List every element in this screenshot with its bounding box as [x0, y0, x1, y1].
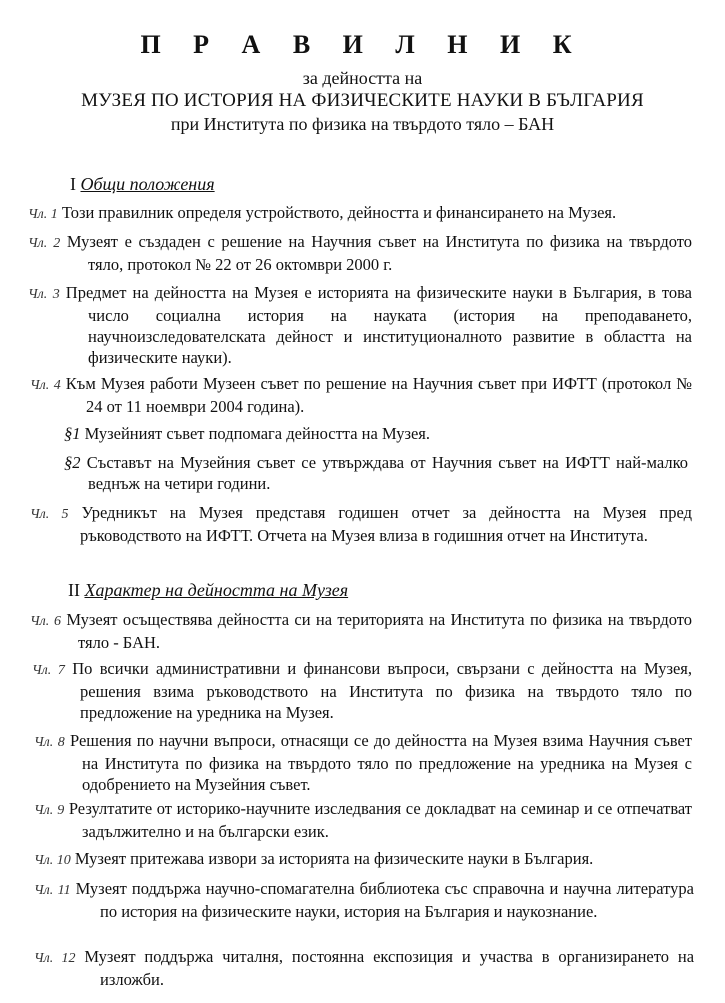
article-number: Чл. 5 — [30, 507, 69, 522]
paragraph-text: Съставът на Музейния съвет се утвърждава от Научния съвет на ИФТТ най-малко веднъж на четири години. — [86, 453, 688, 493]
document-title: П Р А В И Л Н И К — [140, 30, 585, 59]
article-number: Чл. 11 — [34, 883, 71, 898]
article-text: Предмет на дейността на Музея е историята на физическите науки в България, в това число социална история на науката (история на преподаването, научноизследователската дейност и институционалното развитие в областта на физическите науки). — [65, 283, 693, 367]
article-text: Уредникът на Музея представя годишен отчет за дейността на Музея пред ръководството на ИФТТ. Отчета на Музея влиза в годишния отчет на Института. — [80, 503, 693, 545]
section-heading-2 — [68, 580, 348, 601]
document-subtitle-2: МУЗЕЯ ПО ИСТОРИЯ НА ФИЗИЧЕСКИТЕ НАУКИ В БЪЛГАРИЯ — [81, 90, 644, 111]
article-text: Към Музея работи Музеен съвет по решение на Научния съвет при ИФТТ (протокол № 24 от 11 ноември 2004 година). — [65, 374, 693, 416]
article-number: Чл. 12 — [34, 951, 76, 966]
document-subtitle-3: при Института по физика на твърдото тяло – БАН — [170, 114, 555, 134]
article-7 — [32, 658, 692, 723]
article-12 — [34, 946, 694, 990]
article-1 — [28, 202, 688, 225]
article-text: Решения по научни въпроси, отнасящи се до дейността на Музея взима Научния съвет на Института по физика на твърдото тяло по предложение на уредника на Музея с одобрението на Музейния съвет. — [70, 731, 693, 794]
article-text: Резултатите от историко-научните изследвания се докладват на семинар и се отпечатват задължително и на български език. — [68, 799, 693, 841]
article-11 — [34, 878, 694, 922]
article-number: Чл. 6 — [30, 614, 61, 629]
article-8 — [34, 730, 692, 795]
paragraph-text: Музейният съвет подпомага дейността на Музея. — [84, 424, 431, 443]
article-number: Чл. 7 — [32, 663, 65, 678]
article-text: Музеят осъществява дейността си на територията на Института по физика на твърдото тяло - БАН. — [66, 610, 693, 652]
article-number: Чл. 3 — [28, 287, 60, 302]
article-text: Музеят поддържа научно-спомагателна библиотека със справочна и научна литература по история на физическите науки, история на България и наукознание. — [75, 879, 694, 921]
article-text: По всички административни и финансови въпроси, свързани с дейността на Музея, решения взима ръководството на Института по физика на твърдото тяло по предложение на уредника на Музея. — [72, 659, 693, 722]
paragraph-2 — [64, 452, 688, 494]
article-text: Музеят поддържа читалня, постоянна експозиция и участва в организирането на изложби. — [84, 947, 695, 989]
article-text: Музеят притежава извори за историята на физическите науки в България. — [74, 849, 594, 868]
article-10 — [34, 848, 692, 871]
document-subtitle-1: за дейността на — [302, 68, 423, 88]
section-title: Характер на дейността на Музея — [84, 580, 349, 600]
article-number: Чл. 10 — [34, 853, 71, 868]
article-9 — [34, 798, 692, 842]
article-text: Този правилник определя устройството, дейността и финансирането на Музея. — [61, 203, 617, 222]
article-number: Чл. 1 — [28, 207, 58, 222]
article-5 — [30, 502, 692, 546]
paragraph-1 — [64, 423, 684, 444]
section-title: Общи положения — [80, 174, 215, 194]
section-roman: I — [70, 174, 76, 194]
article-6 — [30, 609, 692, 653]
article-number: Чл. 2 — [28, 236, 61, 251]
section-heading-1 — [70, 174, 215, 195]
paragraph-number: §1 — [64, 424, 81, 443]
article-3 — [28, 282, 692, 368]
article-number: Чл. 9 — [34, 803, 65, 818]
article-number: Чл. 4 — [30, 378, 61, 393]
article-2 — [28, 231, 692, 275]
article-text: Музеят е създаден с решение на Научния съвет на Института по физика на твърдото тяло, протокол № 22 от 26 октомври 2000 г. — [66, 232, 693, 274]
section-roman: II — [68, 580, 80, 600]
paragraph-number: §2 — [64, 453, 81, 472]
article-4 — [30, 373, 692, 417]
article-number: Чл. 8 — [34, 735, 65, 750]
